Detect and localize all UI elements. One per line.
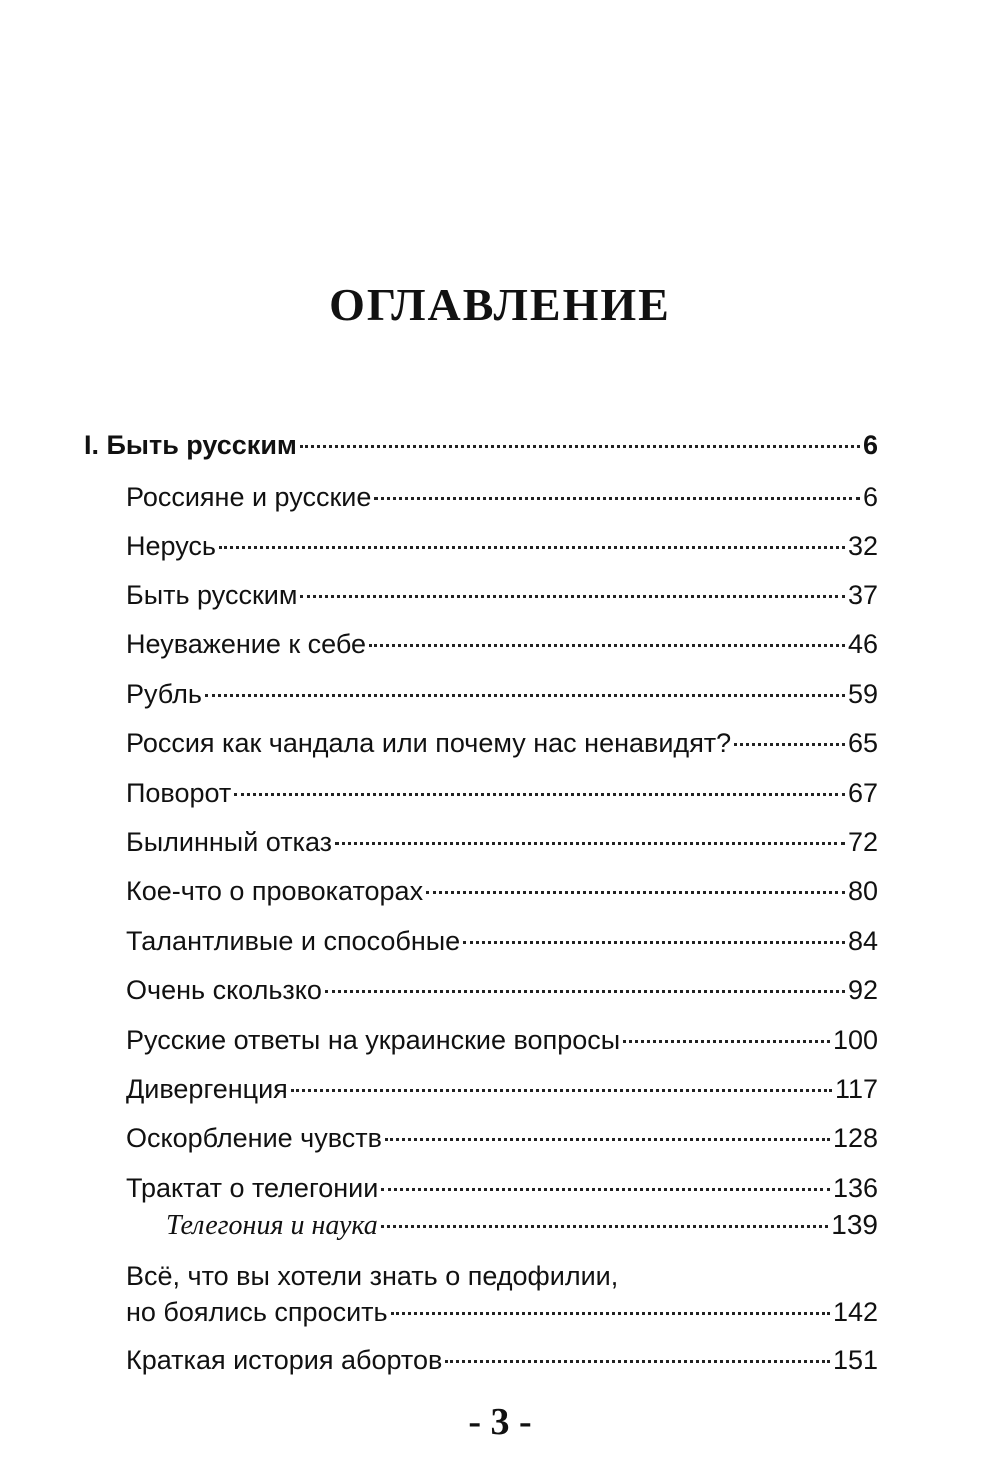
toc-entry-page: 142 (832, 1297, 878, 1327)
toc-entry-page: 92 (847, 975, 878, 1005)
toc-entry-page: 65 (847, 728, 878, 758)
dot-leader (291, 1089, 832, 1092)
toc-entry (126, 480, 878, 514)
dot-leader (391, 1312, 830, 1315)
toc-entry (126, 578, 878, 612)
toc-entry (126, 1343, 878, 1377)
dot-leader (300, 595, 845, 598)
toc-entry-label: Быть русским (126, 580, 298, 610)
toc-entry-label: Кое-что о провокаторах (126, 876, 424, 906)
toc-entry-label-line2: но боялись спросить (126, 1297, 388, 1327)
dot-leader (234, 793, 845, 796)
toc-entry-label-line1: Всё, что вы хотели знать о педофилии, (126, 1261, 619, 1291)
dot-leader (623, 1040, 830, 1043)
toc-entry-label: Трактат о телегонии (126, 1173, 379, 1203)
toc-entry-page: 128 (832, 1123, 878, 1153)
toc-entry (126, 924, 878, 958)
toc-entry-label: Россияне и русские (126, 482, 372, 512)
toc-entry-page: 100 (832, 1025, 878, 1055)
dot-leader (219, 546, 845, 549)
toc-entry-label: I. Быть русским (84, 430, 297, 460)
toc-entry-label: Талантливые и способные (126, 926, 461, 956)
dot-leader (369, 644, 845, 647)
toc-entry-page: 151 (832, 1345, 878, 1375)
toc-entry (126, 726, 878, 760)
toc-entry-label: Россия как чандала или почему нас ненавидят? (126, 728, 732, 758)
toc-entry-page: 136 (832, 1173, 878, 1203)
toc-entry-label: Очень скользко (126, 975, 322, 1005)
toc-entry-page: 80 (847, 876, 878, 906)
toc-entry-page: 59 (847, 679, 878, 709)
page-number: - 3 - (468, 1401, 532, 1443)
toc-entry (126, 529, 878, 563)
toc-entry (126, 874, 878, 908)
toc-entry-label: Краткая история абортов (126, 1345, 443, 1375)
toc-entry-part-1 (84, 428, 878, 462)
toc-entry-page: 72 (847, 827, 878, 857)
dot-leader (381, 1225, 828, 1228)
toc-entry-page: 6 (862, 482, 878, 512)
toc-entry (126, 825, 878, 859)
toc-subentry (166, 1208, 878, 1243)
toc-entry (126, 1072, 878, 1106)
dot-leader (385, 1138, 830, 1141)
toc-entry-multiline (126, 1258, 878, 1330)
toc-entry-label: Неуважение к себе (126, 629, 367, 659)
dot-leader (381, 1188, 830, 1191)
toc-entry-label: Рубль (126, 679, 202, 709)
toc-entry (126, 1121, 878, 1155)
dot-leader (335, 842, 845, 845)
dot-leader (445, 1360, 830, 1363)
toc-entry-label: Нерусь (126, 531, 216, 561)
toc-entry (126, 1023, 878, 1057)
toc-entry (126, 973, 878, 1007)
toc-entry (126, 1171, 878, 1205)
toc-entry-page: 67 (847, 778, 878, 808)
dot-leader (300, 445, 860, 448)
dot-leader (205, 694, 845, 697)
toc-entry-page: 139 (831, 1209, 878, 1240)
toc-entry-label: Дивергенция (126, 1074, 288, 1104)
toc-entry-label: Русские ответы на украинские вопросы (126, 1025, 621, 1055)
toc-entry-label: Телегония и наука (166, 1210, 378, 1241)
dot-leader (426, 891, 845, 894)
toc-entry-label: Былинный отказ (126, 827, 333, 857)
dot-leader (374, 497, 860, 500)
toc-entry-label: Поворот (126, 778, 232, 808)
toc-entry-page: 117 (834, 1074, 878, 1104)
toc-entry-page: 6 (862, 430, 878, 460)
dot-leader (463, 941, 845, 944)
dot-leader (325, 990, 845, 993)
toc-entry-label: Оскорбление чувств (126, 1123, 382, 1153)
dot-leader (734, 743, 845, 746)
toc-entry (126, 776, 878, 810)
toc-entry (126, 677, 878, 711)
toc-entry (126, 627, 878, 661)
toc-entry-line2 (126, 1294, 878, 1330)
toc-entry-page: 46 (847, 629, 878, 659)
toc-entry-page: 84 (847, 926, 878, 956)
page-title: ОГЛАВЛЕНИЕ (329, 279, 671, 330)
toc-entry-page: 32 (847, 531, 878, 561)
toc-entry-page: 37 (847, 580, 878, 610)
